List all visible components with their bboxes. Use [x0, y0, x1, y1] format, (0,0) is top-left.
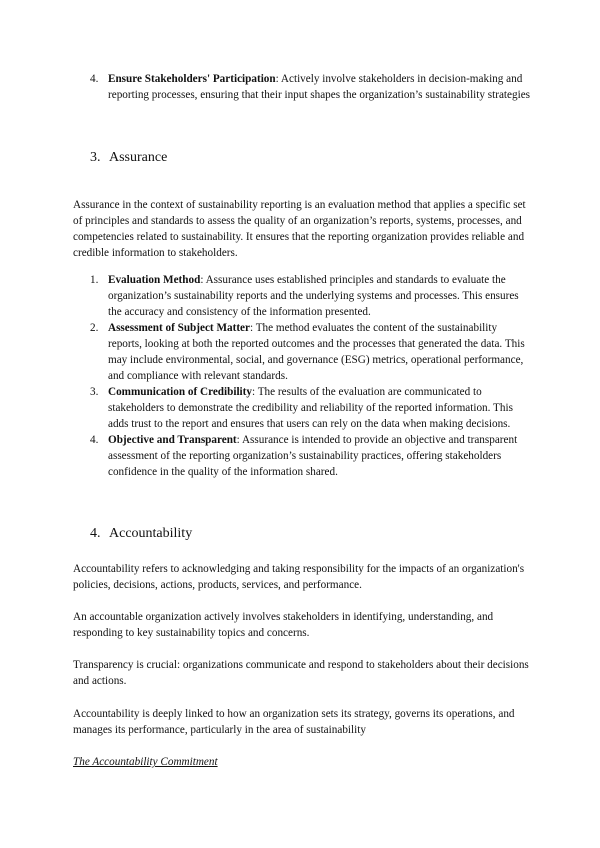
- section-3-title: Assurance: [109, 150, 168, 165]
- accountability-commitment-subheading: The Accountability Commitment: [73, 756, 218, 768]
- list-item-term: Communication of Credibility: [108, 386, 252, 398]
- list-item: [73, 384, 533, 432]
- section-3-heading: [90, 149, 167, 167]
- section-4-title: Accountability: [109, 526, 193, 541]
- list-item-term: Assessment of Subject Matter: [108, 322, 250, 334]
- paragraph: An accountable organization actively involves stakeholders in identifying, understanding, and responding to key sustainability topics and concerns.: [73, 611, 494, 639]
- section-4-paragraph-1: [73, 561, 533, 593]
- top-list: [73, 71, 533, 103]
- list-item-number: 4.: [90, 73, 99, 85]
- paragraph: Accountability refers to acknowledging and taking responsibility for the impacts of an organization's policies, decisions, actions, products, services, and performance.: [73, 563, 525, 591]
- list-item: [73, 432, 533, 480]
- section-4-paragraph-4: [73, 706, 533, 738]
- list-item-number: 1.: [90, 274, 99, 286]
- list-item: [73, 71, 533, 103]
- list-item-term: Ensure Stakeholders' Participation: [108, 73, 276, 85]
- section-3-number: 3.: [90, 150, 101, 165]
- list-item-number: 4.: [90, 434, 99, 446]
- list-item: [73, 272, 533, 320]
- section-4-paragraph-2: [73, 609, 533, 641]
- section-3-list: [73, 272, 533, 480]
- paragraph: Transparency is crucial: organizations communicate and respond to stakeholders about their decisions and actions.: [73, 659, 529, 687]
- list-item-text: : Assurance is intended to provide an objective and transparent assessment of the reporting organization’s sustainability practices, offering stakeholders confidence in the quality of the information shared.: [108, 434, 518, 478]
- list-item-term: Evaluation Method: [108, 274, 201, 286]
- list-item-term: Objective and Transparent: [108, 434, 237, 446]
- list-item-text: : Assurance uses established principles and standards to evaluate the organization’s sustainability reports and the underlying systems and processes. This ensures the accuracy and consistency of the information presented.: [108, 274, 519, 318]
- paragraph: Assurance in the context of sustainability reporting is an evaluation method that applies a specific set of principles and standards to assess the quality of an organization’s reports, systems, processes, and competencies related to sustainability. It ensures that the reporting organization provides reliable and credible information to stakeholders.: [73, 199, 526, 259]
- list-item: [73, 320, 533, 384]
- list-item-text: : The results of the evaluation are communicated to stakeholders to demonstrate the credibility and reliability of the reported information. This adds trust to the report and ensures that users can rely on the data when making decisions.: [108, 386, 513, 430]
- section-4-heading: [90, 525, 192, 543]
- list-item-number: 2.: [90, 322, 99, 334]
- list-item-text: : Actively involve stakeholders in decision-making and reporting processes, ensuring that their input shapes the organization’s sustainability strategies: [108, 73, 531, 101]
- list-item-text: : The method evaluates the content of the sustainability reports, looking at both the reported outcomes and the processes that generated the data. This may include environmental, social, and governance (ESG) metrics, operational performance, and compliance with relevant standards.: [108, 322, 525, 382]
- section-3-intro: [73, 197, 533, 261]
- paragraph: Accountability is deeply linked to how an organization sets its strategy, governs its operations, and manages its performance, particularly in the area of sustainability: [73, 708, 515, 736]
- section-4-paragraph-3: [73, 657, 533, 689]
- section-4-number: 4.: [90, 526, 101, 541]
- list-item-number: 3.: [90, 386, 99, 398]
